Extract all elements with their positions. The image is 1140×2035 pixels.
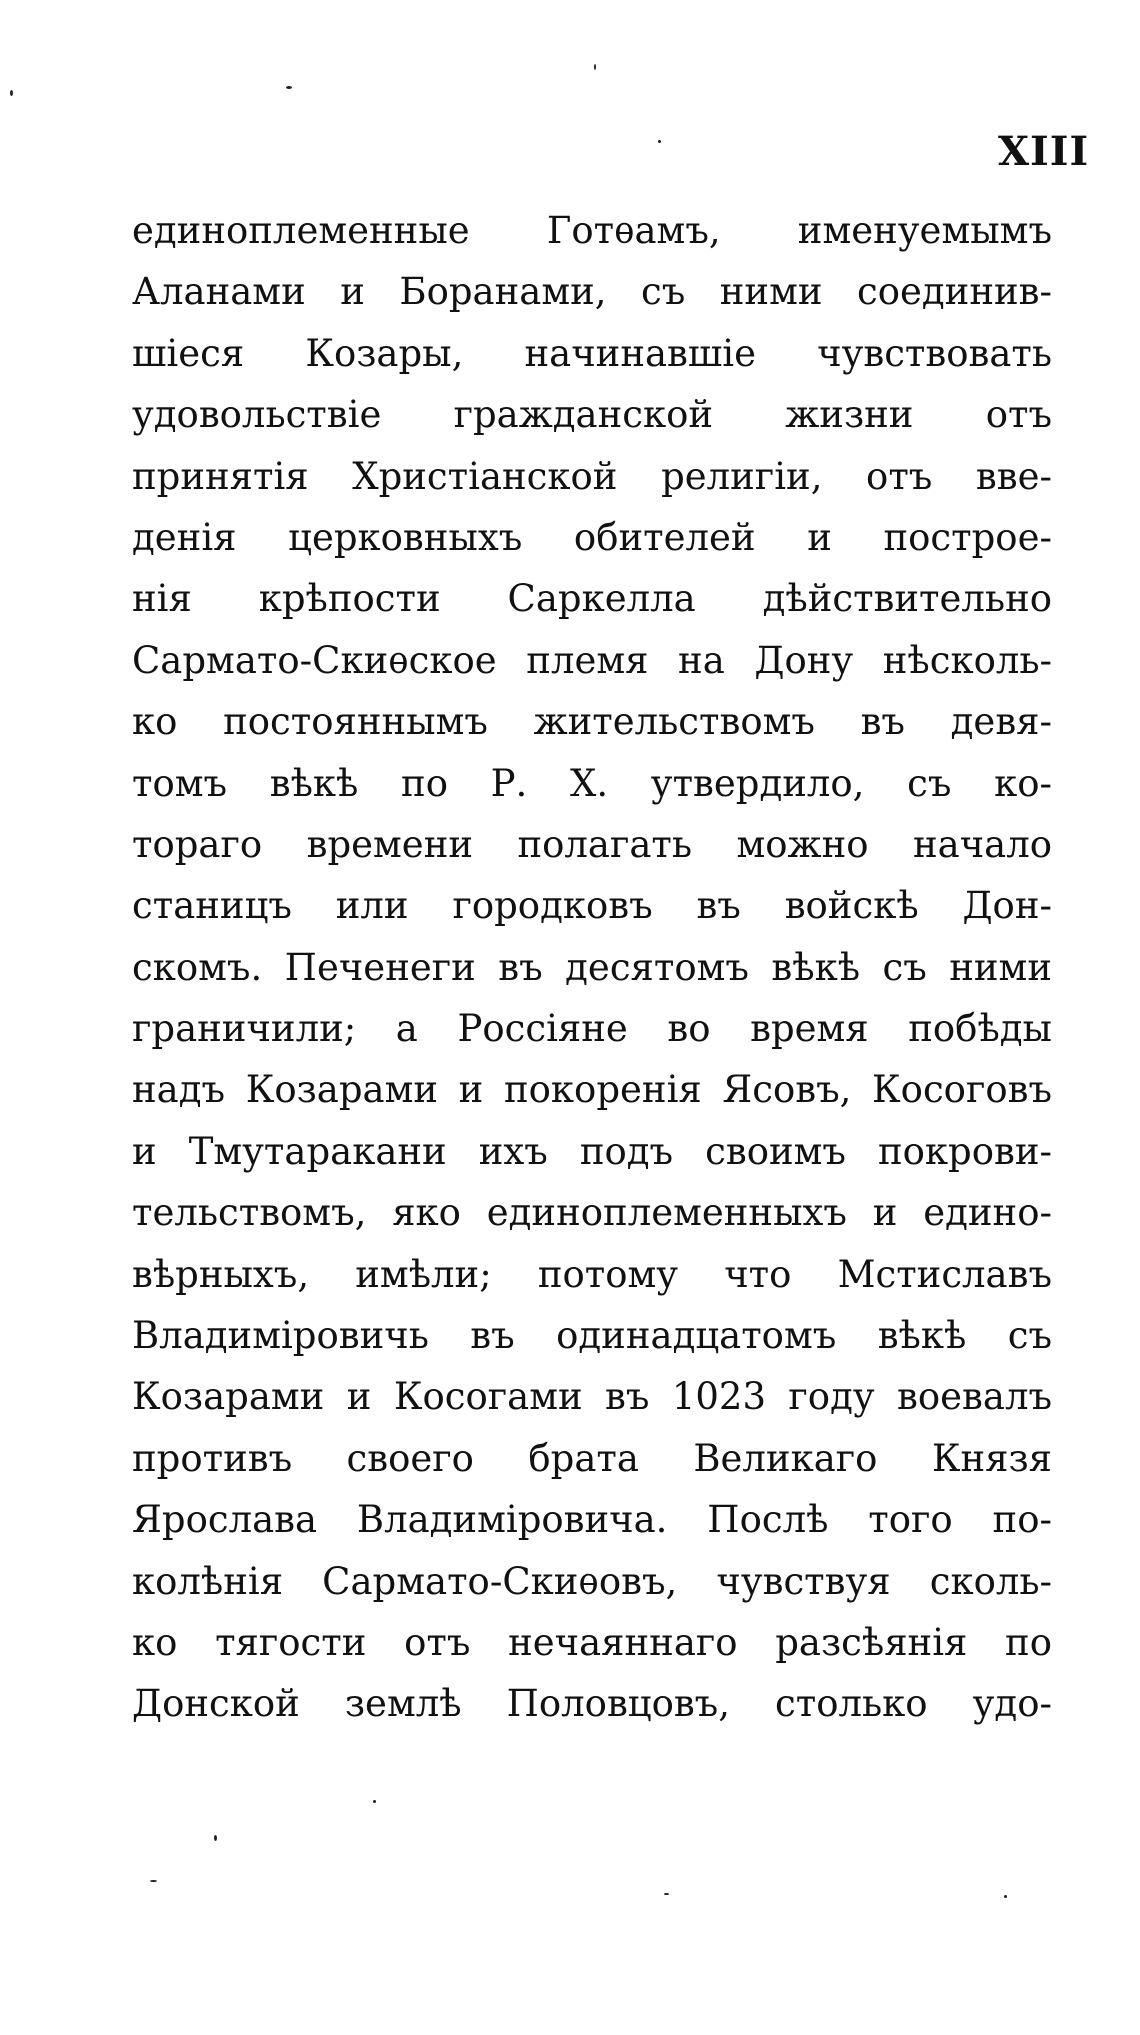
scan-speck	[373, 1800, 376, 1803]
text-line: станицъ или городковъ въ войскѣ Дон-	[132, 884, 1052, 928]
text-line: скомъ. Печенеги въ десятомъ вѣкѣ съ ними	[132, 945, 1052, 989]
scan-speck	[150, 1880, 157, 1882]
text-line: Ярослава Владиміровича. Послѣ того по-	[132, 1498, 1052, 1542]
scan-speck	[664, 1893, 669, 1895]
text-line: и Тмутаракани ихъ подъ своимъ покрови-	[132, 1129, 1052, 1173]
text-line: принятія Христіанской религіи, отъ вве-	[132, 454, 1052, 498]
text-line: ко постояннымъ жительствомъ въ девя-	[132, 700, 1052, 744]
scan-speck	[10, 90, 13, 96]
text-line: Сармато-Скиѳское племя на Дону нѣсколь-	[132, 638, 1052, 682]
text-line: нія крѣпости Саркелла дѣйствительно	[132, 577, 1052, 621]
text-line: Козарами и Косогами въ 1023 году воевалъ	[132, 1375, 1052, 1419]
scan-speck	[658, 140, 661, 143]
scan-speck	[594, 64, 596, 70]
text-line: ко тягости отъ нечаяннаго разсѣянія по	[132, 1620, 1052, 1664]
scan-speck	[214, 1835, 217, 1841]
text-line: тораго времени полагать можно начало	[132, 822, 1052, 866]
text-line: Донской землѣ Половцовъ, столько удо-	[132, 1682, 1052, 1726]
text-line: колѣнія Сармато-Скиѳовъ, чувствуя сколь-	[132, 1559, 1052, 1603]
text-line: противъ своего брата Великаго Князя	[132, 1436, 1052, 1480]
text-line: Владиміровичь въ одинадцатомъ вѣкѣ съ	[132, 1314, 1052, 1358]
body-text	[132, 200, 1052, 1735]
text-line: тельствомъ, яко единоплеменныхъ и едино-	[132, 1191, 1052, 1235]
page-number: XIII	[998, 128, 1090, 175]
text-line: единоплеменные Готѳамъ, именуемымъ	[132, 209, 1052, 252]
text-line: Аланами и Боранами, съ ними соединив-	[132, 270, 1052, 314]
scan-speck	[1004, 1895, 1007, 1898]
text-line: вѣрныхъ, имѣли; потому что Мстиславъ	[132, 1252, 1052, 1296]
text-line: граничили; а Россіяне во время побѣды	[132, 1007, 1052, 1051]
scan-speck	[286, 86, 292, 89]
text-line: надъ Козарами и покоренія Ясовъ, Косоговъ	[132, 1068, 1052, 1112]
text-line: денія церковныхъ обителей и построе-	[132, 515, 1052, 559]
text-line: шіеся Козары, начинавшіе чувствовать	[132, 331, 1052, 375]
text-line: удовольствіе гражданской жизни отъ	[132, 393, 1052, 437]
text-line: томъ вѣкѣ по Р. Х. утвердило, съ ко-	[132, 761, 1052, 805]
